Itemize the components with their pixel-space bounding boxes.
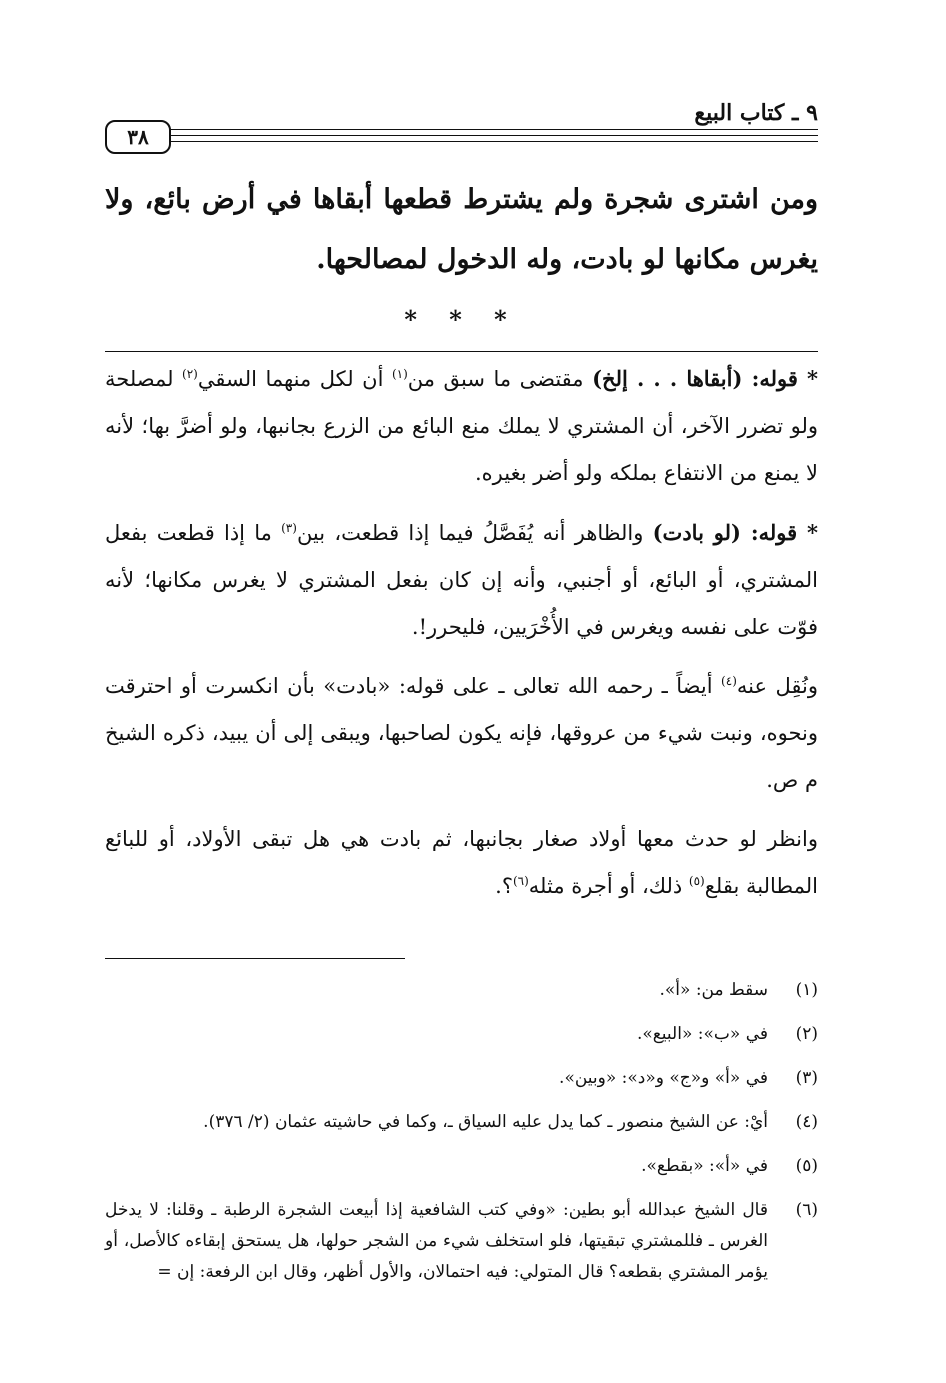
book-page (105, 95, 818, 1365)
footnote-ref: (٦) (512, 874, 529, 888)
footnote-text: في «ب»: «البيع». (636, 1024, 768, 1044)
commentary (105, 355, 818, 922)
footnote-ref: (٢) (182, 367, 198, 381)
footnote (105, 1107, 818, 1137)
footnote (105, 975, 818, 1005)
commentary-text: ؟. (495, 874, 513, 898)
footnote-ref: (٤) (721, 674, 737, 688)
commentary-text: مقتضى ما سبق من (407, 367, 593, 391)
commentary-lead: * قوله: (لو بادت) (652, 520, 818, 545)
commentary-text: ونُقِل عنه (736, 674, 818, 698)
footnotes (105, 975, 818, 1288)
commentary-paragraph (105, 663, 818, 804)
section-separator: * * * (404, 305, 519, 334)
footnote-text: قال الشيخ عبدالله أبو بطين: «وفي كتب الشافعية إذا أبيعت الشجرة الرطبة ـ وقلنا: لا يدخل الغرس ـ فللمشتري تبقيتها، فلو استخلف شيء من الشجر حولها، هل يستحق إبقاءه كالأصل، أو يؤمر المشتري بقطعه؟ قال المتولي: فيه احتمالان، والأول أظهر، وقال ابن الرفعة: إن = (105, 1200, 768, 1282)
footnote (105, 1195, 818, 1288)
footnote-rule (105, 958, 405, 959)
footnote-ref: (٣) (281, 521, 297, 535)
footnote-number: (٥) (795, 1156, 818, 1176)
commentary-paragraph (105, 816, 818, 910)
footnote (105, 1063, 818, 1093)
footnote-number: (٦) (795, 1200, 818, 1220)
commentary-text: ذلك، أو أجرة مثله (528, 874, 689, 898)
footnote-ref: (١) (391, 367, 408, 381)
commentary-text: أيضاً ـ رحمه الله تعالى ـ على قوله: «بادت» بأن انكسرت أو احترقت ونحوه، ونبت شيء من عروقها، فإنه يكون لصاحبها، ويبقى إلى أن يبيد، ذكره الشيخ م ص. (105, 674, 818, 792)
header-rule (167, 141, 818, 142)
commentary-paragraph (105, 509, 818, 651)
footnote (105, 1151, 818, 1181)
footnote-text: سقط من: «أ». (659, 980, 768, 1000)
commentary-text: لمصلحة ولو تضرر الآخر، أن المشتري لا يملك منع البائع من الزرع بجانبها، ولو أضرَّ بها؛ لأنه لا يمنع من الانتفاع بملكه ولو أضر بغيره. (105, 367, 818, 485)
commentary-rule (105, 351, 818, 352)
header-rule (167, 129, 818, 130)
footnote-number: (٣) (795, 1068, 818, 1088)
footnote-number: (٤) (795, 1112, 818, 1132)
page-number: ٣٨ (105, 120, 171, 154)
commentary-text: ما إذا قطعت بفعل المشتري، أو البائع، أو أجنبي، وأنه إن كان بفعل المشتري لا يغرس مكانها؛ لأنه فوّت على نفسه ويغرس في الأُخْرَيين، فليحرر!. (105, 521, 818, 639)
footnote-number: (١) (795, 980, 818, 1000)
footnote-number: (٢) (795, 1024, 818, 1044)
footnote-ref: (٥) (688, 874, 705, 888)
commentary-lead: * قوله: (أبقاها . . . إلخ) (592, 366, 818, 391)
commentary-text: أن لكل منهما السقي (197, 367, 392, 391)
commentary-text: وانظر لو حدث معها أولاد صغار بجانبها، ثم بادت هي هل تبقى الأولاد، أو للبائع المطالبة بقلع (105, 827, 818, 898)
header-rule (167, 135, 818, 136)
main-text: ومن اشترى شجرة ولم يشترط قطعها أبقاها في أرض بائع، ولا يغرس مكانها لو بادت، وله الدخول لمصالحها. (105, 184, 818, 275)
footnote (105, 1019, 818, 1049)
page-header (105, 95, 818, 157)
running-head: ٩ ـ كتاب البيع (694, 100, 818, 126)
commentary-paragraph (105, 355, 818, 497)
footnote-text: في «أ» و«ج» و«د»: «وبين». (559, 1068, 768, 1088)
footnote-text: في «أ»: «بقطع». (641, 1156, 768, 1176)
footnote-text: أيْ: عن الشيخ منصور ـ كما يدل عليه السياق ـ، وكما في حاشيته عثمان (٢/ ٣٧٦). (203, 1112, 768, 1132)
commentary-text: والظاهر أنه يُفَصَّلُ فيما إذا قطعت، بين (296, 521, 653, 545)
